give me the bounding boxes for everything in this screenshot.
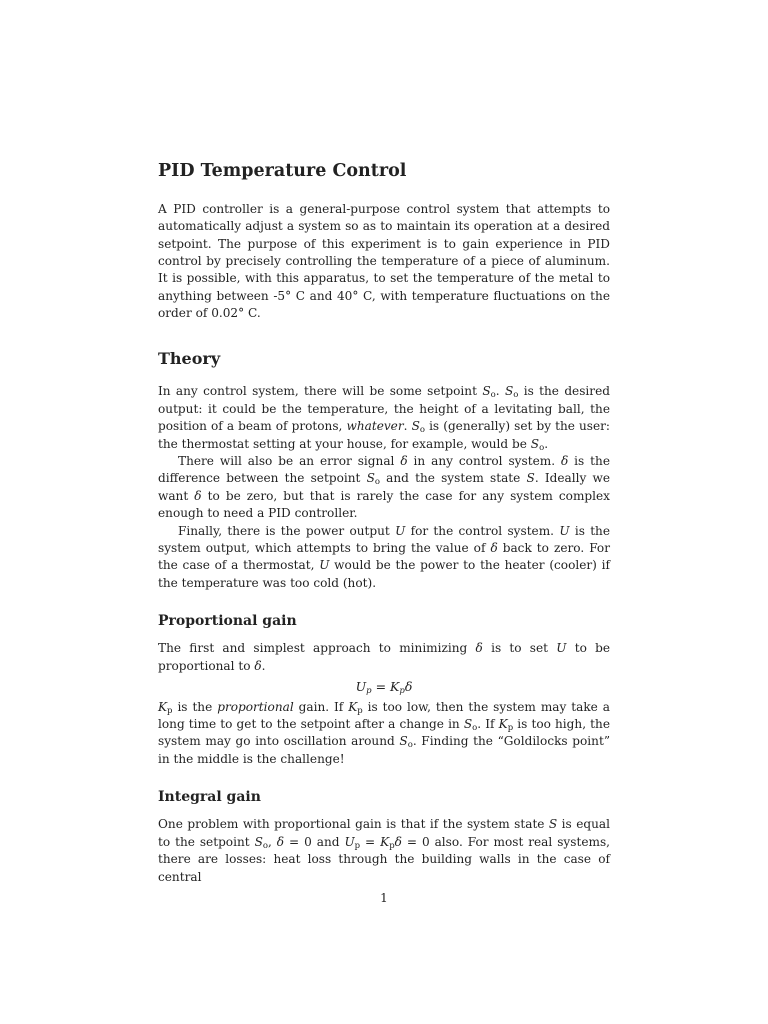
theory-paragraph-1: In any control system, there will be some setpoint $S_o$. $S_o$ is the desired output: it could be the temperature, the height of a levitating ball, the position of a beam of protons, whatever. $S_o$ is (generally) set by the user: the thermostat setting at your house, for example, would be $S_o$.: [158, 384, 611, 453]
proportional-gain-heading: Proportional gain: [158, 613, 297, 630]
intro-paragraph: A PID controller is a general-purpose control system that attempts to automatically adjust a system so as to maintain its operation at a desired setpoint. The purpose of this experiment is to gain experience in PID control by precisely controlling the temperature of a piece of aluminum. It is possible, with this apparatus, to set the temperature of the metal to anything between -5° C and 40° C, with temperature fluctuations on the order of 0.02° C.: [158, 201, 610, 321]
integral-gain-heading: Integral gain: [158, 789, 261, 806]
theory-heading: Theory: [158, 348, 221, 368]
proportional-paragraph-2: $K_p$ is the proportional gain. If $K_p$ is too low, then the system may take a long time to get to the setpoint after a change in $S_o$. If $K_p$ is too high, the system may go into oscillation around $S_o$. Finding the “Goldilocks point” in the middle is the challenge!: [158, 699, 611, 766]
document-page: [158, 160, 610, 886]
page-number: 1: [380, 891, 388, 905]
proportional-equation: $U_p = K_p\delta$: [355, 679, 413, 697]
theory-paragraph-3: Finally, there is the power output U for the control system. U is the system output, which attempts to bring the value of δ back to zero. For the case of a thermostat, U would be the power to the heater (cooler) if the temperature was too cold (hot).: [158, 523, 610, 590]
integral-paragraph-1: One problem with proportional gain is that if the system state S is equal to the setpoint $S_o$, δ = 0 and $U_p = K_p\delta = 0$ also. For most real systems, there are losses: heat loss through the building walls in the case of central: [158, 817, 610, 884]
document-title: PID Temperature Control: [158, 161, 407, 181]
proportional-paragraph-1: The first and simplest approach to minimizing δ is to set U to be proportional to δ.: [158, 641, 611, 673]
theory-paragraph-2: There will also be an error signal δ in any control system. δ is the difference between the setpoint $S_o$ and the system state S. Ideally we want δ to be zero, but that is rarely the case for any system complex enough to need a PID controller.: [158, 454, 611, 521]
